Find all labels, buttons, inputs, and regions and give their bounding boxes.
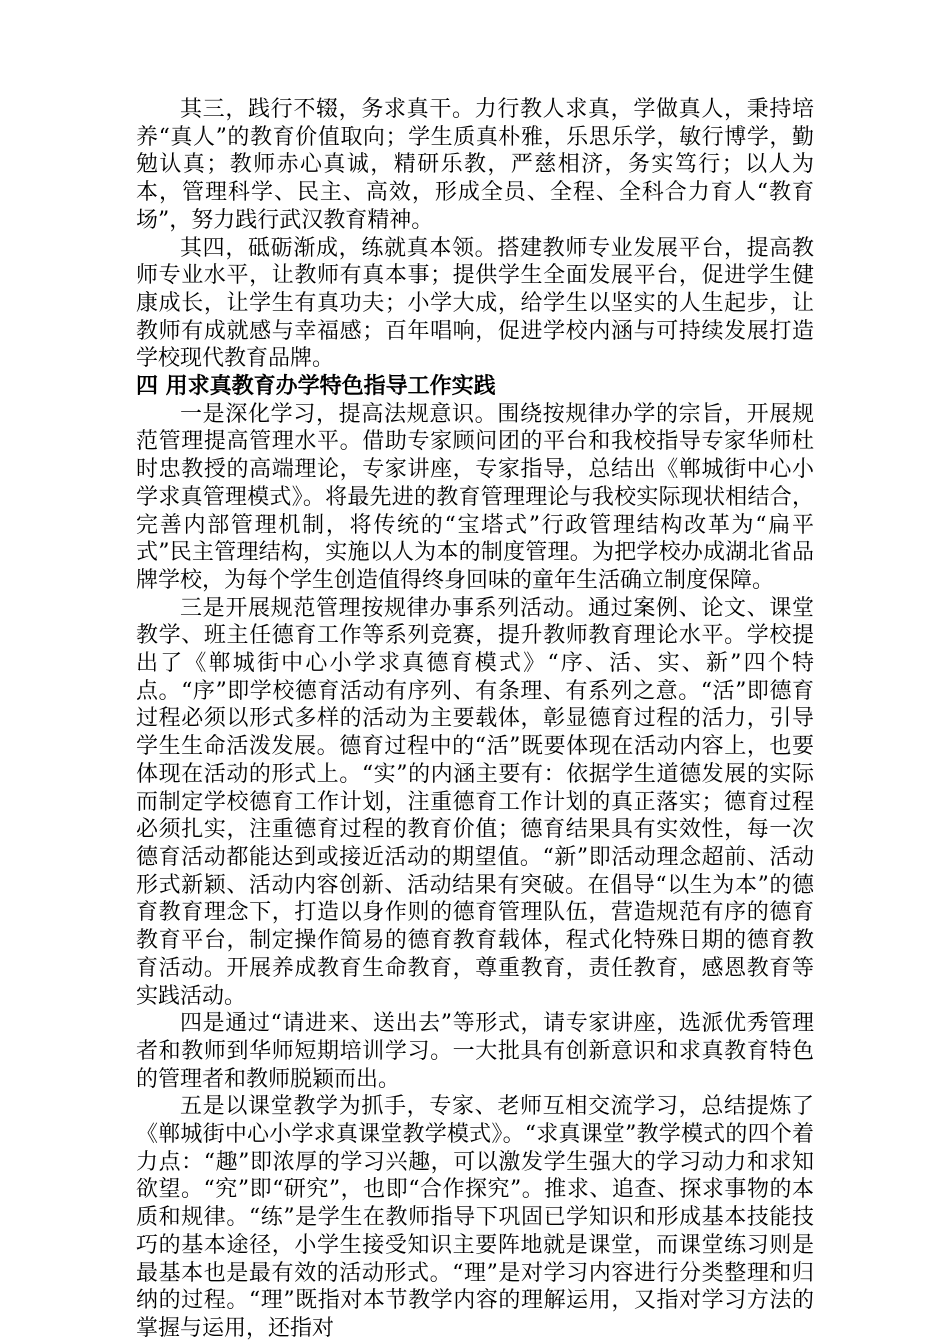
paragraph-classroom-teaching: 五是以课堂教学为抓手，专家、老师互相交流学习，总结提炼了《郸城街中心小学求真课堂教学模式》。“求真课堂”教学模式的四个着力点：“趣”即浓厚的学习兴趣，可以激发学生强大的学习动力和求知欲望。“究”即“研究”，也即“合作探究”。推求、追查、探求事物的本质和规律。“练”是学生在教师指导下巩固已学知识和形成基本技能技巧的基本途径，小学生接受知识主要阵地就是课堂，而课堂练习则是最基本也是最有效的活动形式。“理”是对学习内容进行分类整理和归纳的过程。“理”既指对本节教学内容的理解运用，又指对学习方法的掌握与运用，还指对 bbox=[136, 1094, 814, 1341]
document-page bbox=[136, 96, 814, 1343]
section-heading: 四 用求真教育办学特色指导工作实践 bbox=[136, 374, 496, 400]
paragraph-point-three: 其三，践行不辍，务求真干。力行教人求真，学做真人，秉持培养“真人”的教育价值取向；学生质真朴雅，乐思乐学，敏行博学，勤勉认真；教师赤心真诚，精研乐教，严慈相济，务实笃行；以人为本，管理科学、民主、高效，形成全员、全程、全科合力育人“教育场”，努力践行武汉教育精神。 bbox=[136, 97, 814, 233]
paragraph-deepen-study: 一是深化学习，提高法规意识。围绕按规律办学的宗旨，开展规范管理提高管理水平。借助专家顾问团的平台和我校指导专家华师杜时忠教授的高端理论，专家讲座，专家指导，总结出《郸城街中心小学求真管理模式》。将最先进的教育管理理论与我校实际现状相结合，完善内部管理机制，将传统的“宝塔式”行政管理结构改革为“扁平式”民主管理结构，实施以人为本的制度管理。为把学校办成湖北省品牌学校，为每个学生创造值得终身回味的童年生活确立制度保障。 bbox=[136, 401, 814, 593]
paragraph-invite-experts: 四是通过“请进来、送出去”等形式，请专家讲座，选派优秀管理者和教师到华师短期培训学习。一大批具有创新意识和求真教育特色的管理者和教师脱颖而出。 bbox=[136, 1011, 814, 1092]
paragraph-standard-management: 三是开展规范管理按规律办事系列活动。通过案例、论文、课堂教学、班主任德育工作等系列竞赛，提升教师教育理论水平。学校提出了《郸城街中心小学求真德育模式》“序、活、实、新”四个特点。“序”即学校德育活动有序列、有条理、有系列之意。“活”即德育过程必须以形式多样的活动为主要载体，彰显德育过程的活力，引导学生生命活泼发展。德育过程中的“活”既要体现在活动内容上，也要体现在活动的形式上。“实”的内涵主要有：依据学生道德发展的实际而制定学校德育工作计划，注重德育工作计划的真正落实；德育过程必须扎实，注重德育过程的教育价值；德育结果具有实效性，每一次德育活动都能达到或接近活动的期望值。“新”即活动理念超前、活动形式新颖、活动内容创新、活动结果有突破。在倡导“以生为本”的德育教育理念下，打造以身作则的德育管理队伍，营造规范有序的德育教育平台，制定操作简易的德育教育载体，程式化特殊日期的德育教育活动。开展养成教育生命教育，尊重教育，责任教育，感恩教育等实践活动。 bbox=[136, 595, 814, 1009]
paragraph-point-four: 其四，砥砺渐成，练就真本领。搭建教师专业发展平台，提高教师专业水平，让教师有真本事；提供学生全面发展平台，促进学生健康成长，让学生有真功夫；小学大成，给学生以坚实的人生起步，让教师有成就感与幸福感；百年唱响，促进学校内涵与可持续发展打造学校现代教育品牌。 bbox=[136, 235, 814, 372]
